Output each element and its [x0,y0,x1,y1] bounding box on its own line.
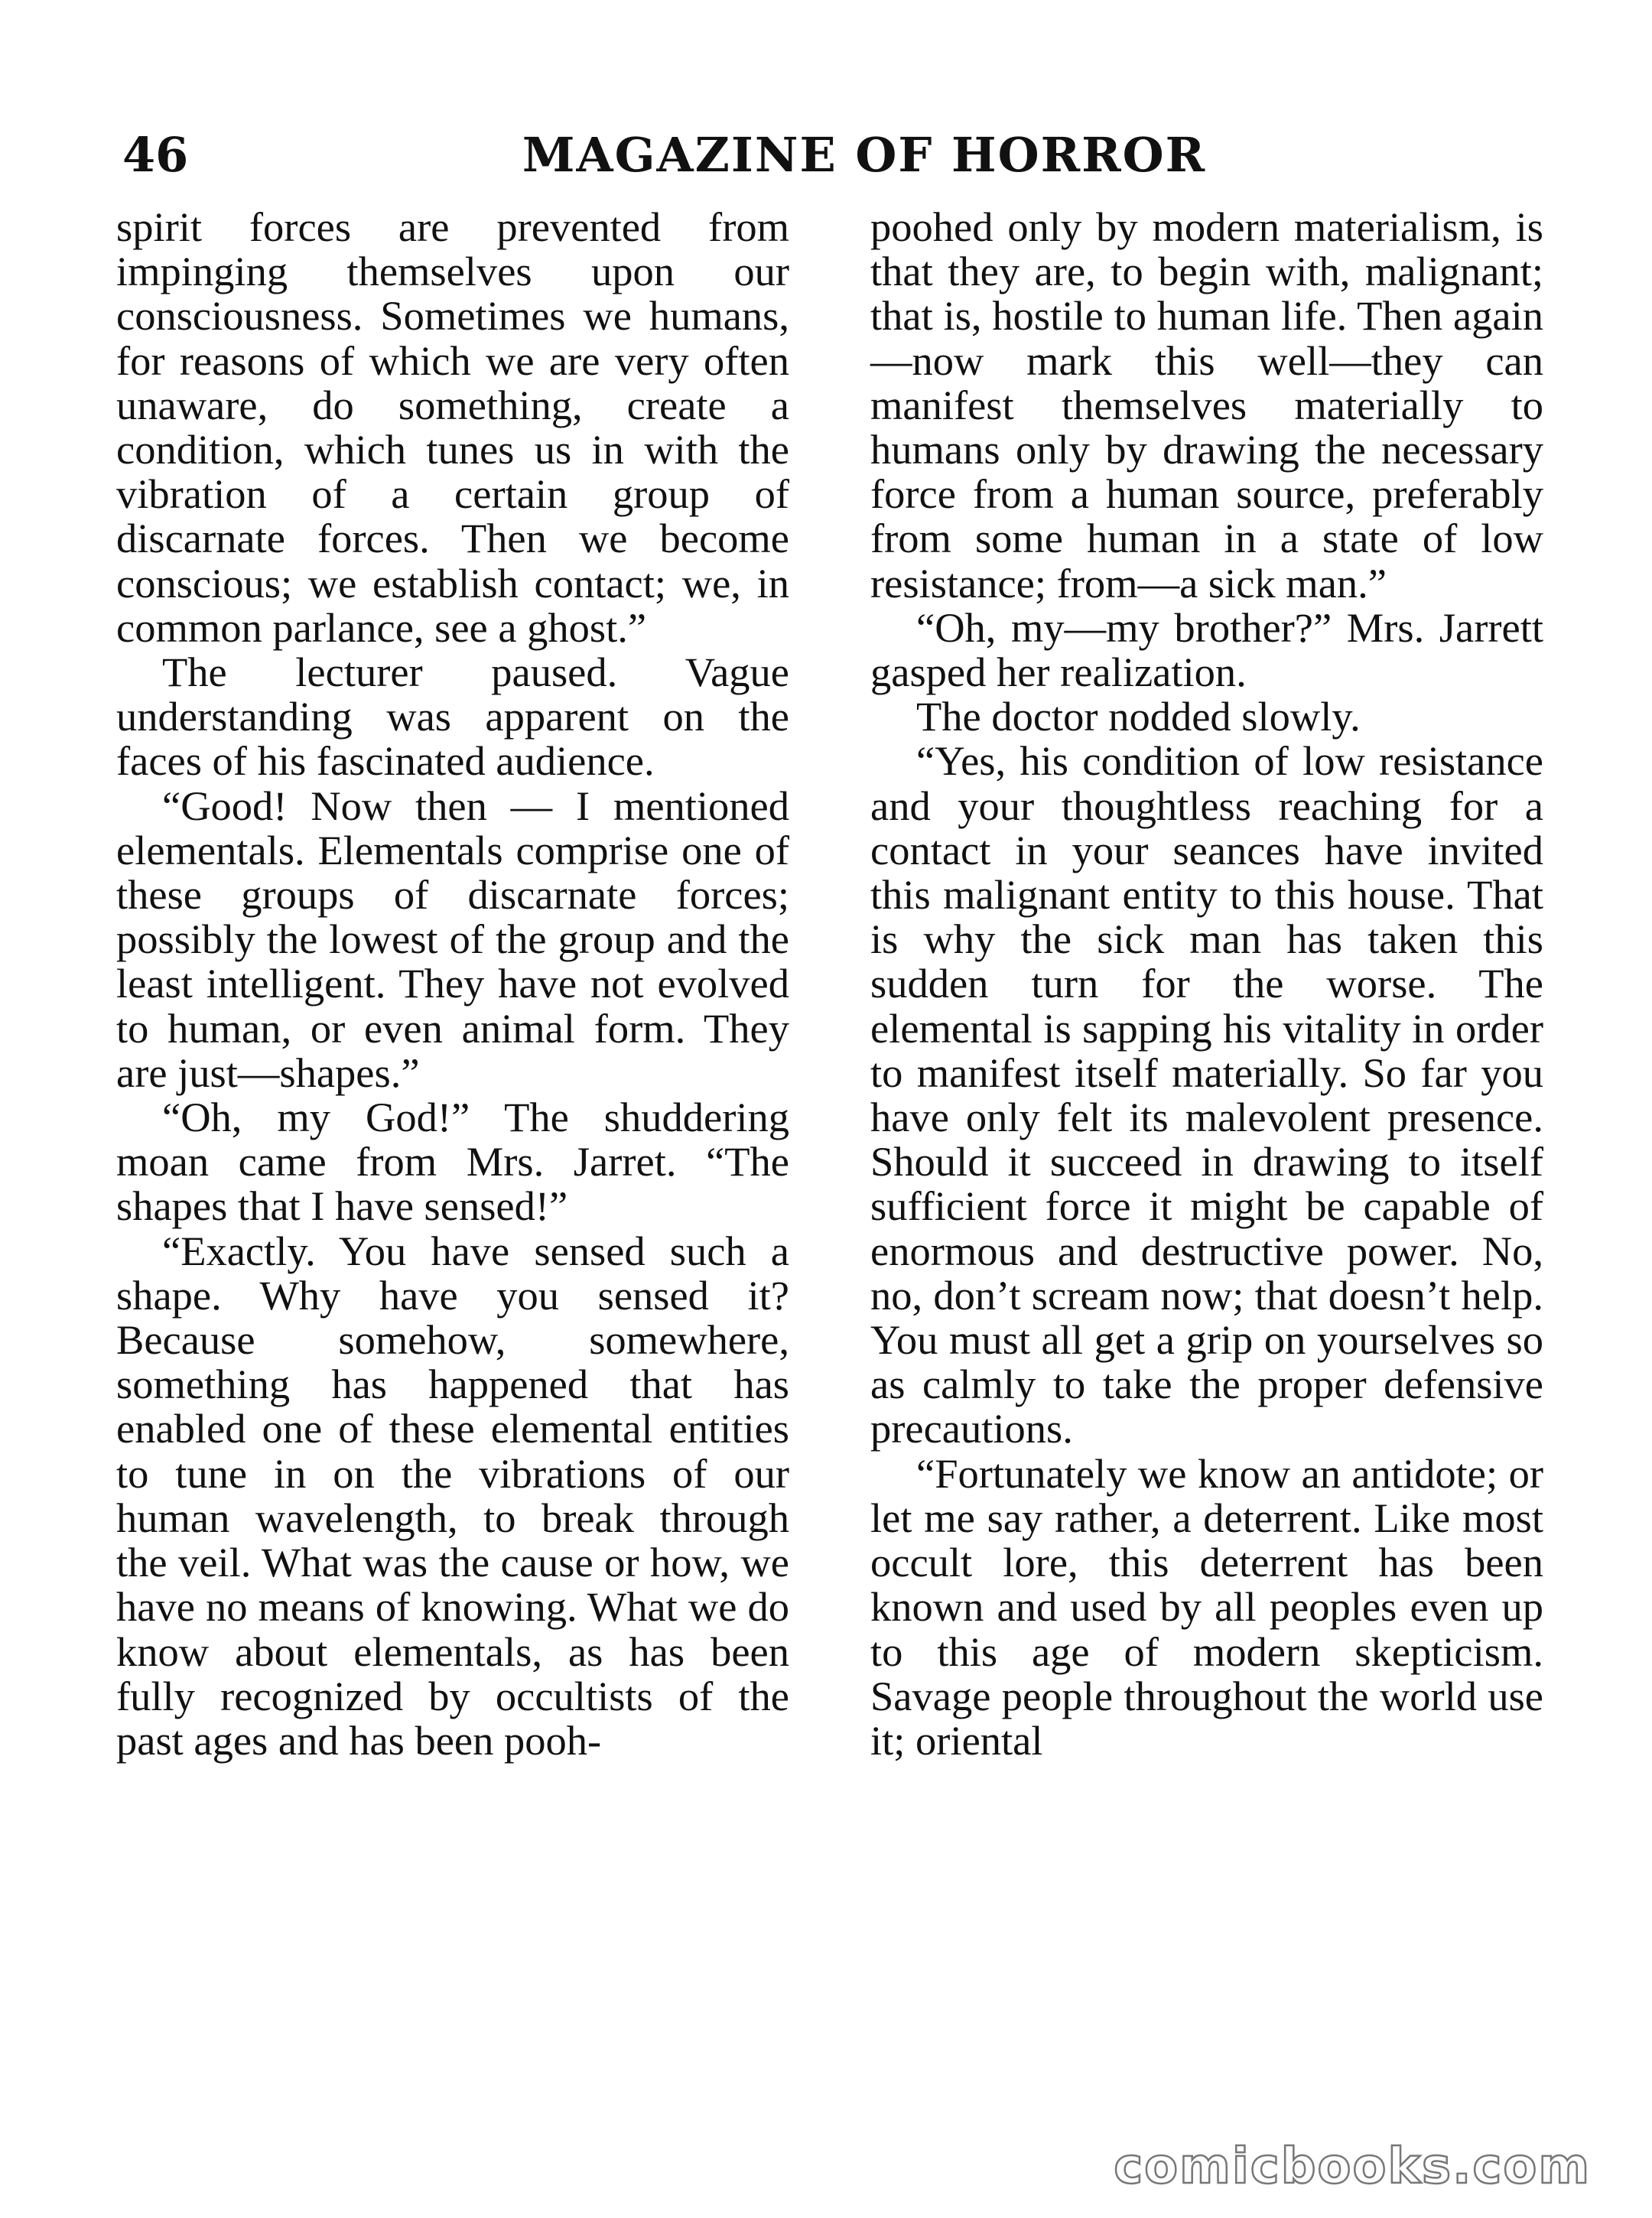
paragraph: The doctor nodded slowly. [916,693,1361,740]
paragraph: “Oh, my—my brother?” Mrs. Jarrett gasped her realization. [870,603,1543,696]
page-number: 46 [122,127,189,183]
paragraph: “Good! Now then — I mentioned elementals. Elementals comprise one of these groups of discarnate forces; possibly the lowest of the group and the least intelligent. They have not evolved to human, or even animal form. They are just—shapes.” [116,782,789,1096]
running-head: MAGAZINE OF HORROR [522,127,1207,183]
paragraph: “Fortunately we know an antidote; or let me say rather, a deterrent. Like most occult lore, this deterrent has been known and used by all peoples even up to this age of modern skepticism. Savage people throughout the world use it; oriental [870,1449,1543,1764]
left-column [116,205,789,1763]
right-column [870,205,1543,1763]
page-header [122,121,1537,190]
watermark: comicbooks.com [1114,2138,1591,2195]
paragraph: “Oh, my God!” The shuddering moan came from Mrs. Jarret. “The shapes that I have sensed!” [116,1094,789,1230]
paragraph: poohed only by modern materialism, is that they are, to begin with, malignant; that is, hostile to human life. Then again —now mark this well—they can manifest themselves materially to humans only by drawing the necessary force from a human source, preferably from some human in a state of low resistance; from—a sick man.” [870,203,1543,607]
paragraph: “Yes, his condition of low resistance and your thoughtless reaching for a contact in your seances have invited this malignant entity to this house. That is why the sick man has taken this sudden turn for the worse. The elemental is sapping his vitality in order to manifest itself materially. So far you have only felt its malevolent presence. Should it succeed in drawing to itself sufficient force it might be capable of enormous and destructive power. No, no, don’t scream now; that doesn’t help. You must all get a grip on yourselves so as calmly to take the proper defensive precautions. [870,737,1543,1452]
paragraph: The lecturer paused. Vague understanding was apparent on the faces of his fascinated audience. [116,649,789,785]
paragraph: spirit forces are prevented from impinging themselves upon our consciousness. Sometimes we humans, for reasons of which we are very often unaware, do something, create a condition, which tunes us in with the vibration of a certain group of discarnate forces. Then we become conscious; we establish contact; we, in common parlance, see a ghost.” [116,203,789,651]
paragraph: “Exactly. You have sensed such a shape. Why have you sensed it? Because somehow, somewhere, something has happened that has enabled one of these elemental entities to tune in on the vibrations of our human wavelength, to break through the veil. What was the cause or how, we have no means of knowing. What we do know about elementals, as has been fully recognized by occultists of the past ages and has been pooh- [116,1227,789,1764]
